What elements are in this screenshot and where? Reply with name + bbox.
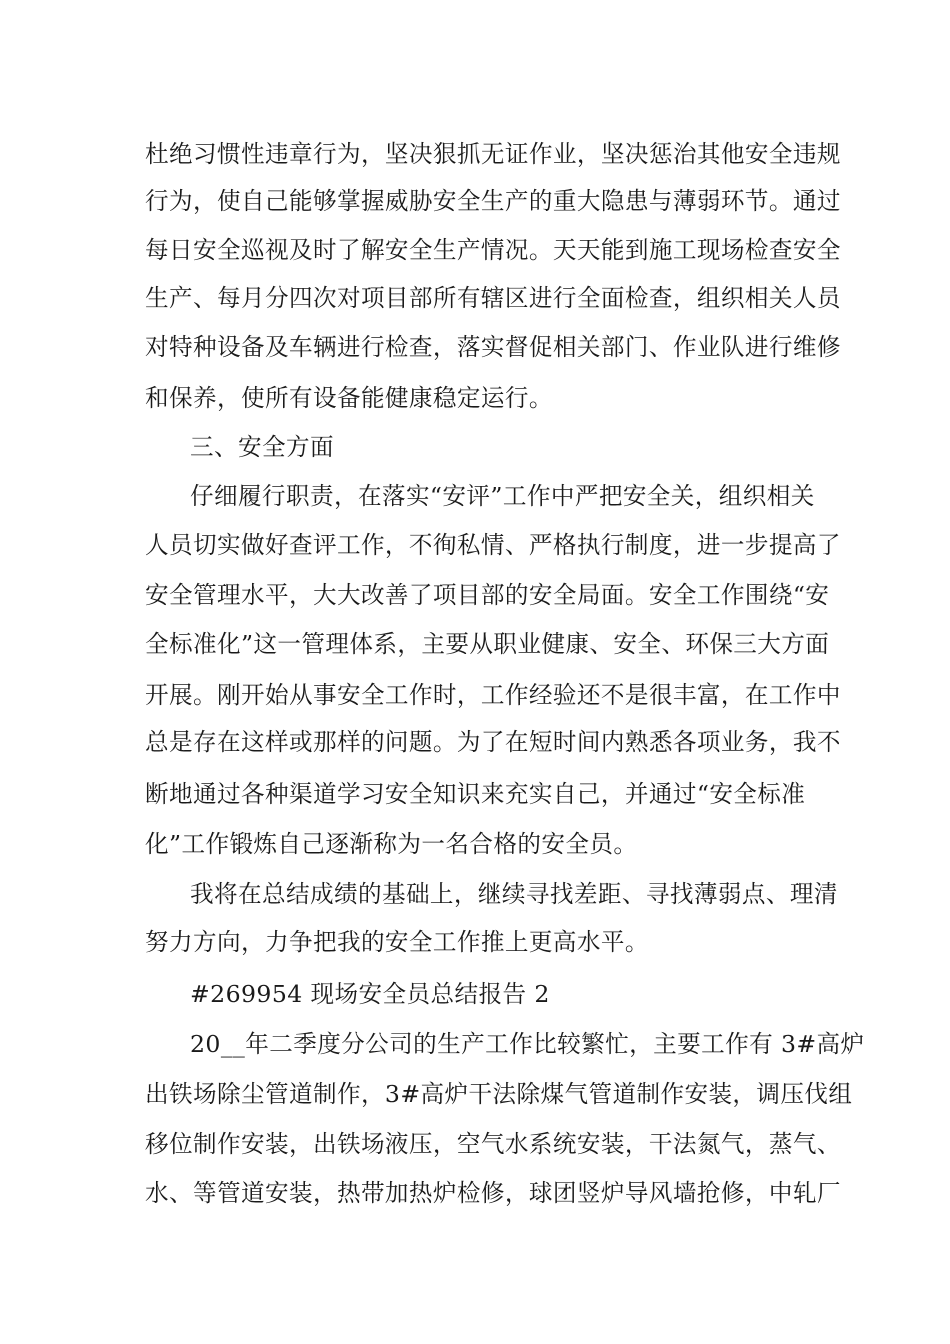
body-text-line: 安全管理水平，大大改善了项目部的安全局面。安全工作围绕“安 bbox=[145, 581, 830, 609]
body-text-line: 行为，使自己能够掌握威胁安全生产的重大隐患与薄弱环节。通过 bbox=[145, 187, 841, 215]
body-text-line: 努力方向，力争把我的安全工作推上更高水平。 bbox=[145, 928, 649, 956]
body-text-line: 我将在总结成绩的基础上，继续寻找差距、寻找薄弱点、理清 bbox=[190, 880, 838, 908]
body-text-line: 20__年二季度分公司的生产工作比较繁忙，主要工作有 3#高炉 bbox=[190, 1030, 865, 1058]
body-text-line: 总是存在这样或那样的问题。为了在短时间内熟悉各项业务，我不 bbox=[145, 728, 841, 756]
section-heading: 三、安全方面 bbox=[190, 433, 334, 461]
body-text-line: 开展。刚开始从事安全工作时，工作经验还不是很丰富，在工作中 bbox=[145, 681, 841, 709]
body-text-line: 生产、每月分四次对项目部所有辖区进行全面检查，组织相关人员 bbox=[145, 284, 841, 312]
report-title: #269954 现场安全员总结报告 2 bbox=[190, 980, 550, 1008]
body-text-line: 人员切实做好查评工作，不徇私情、严格执行制度，进一步提高了 bbox=[145, 531, 841, 559]
body-text-line: 断地通过各种渠道学习安全知识来充实自己，并通过“安全标准 bbox=[145, 780, 806, 808]
body-text-line: 每日安全巡视及时了解安全生产情况。天天能到施工现场检查安全 bbox=[145, 236, 841, 264]
body-text-line: 和保养，使所有设备能健康稳定运行。 bbox=[145, 384, 553, 412]
body-text-line: 全标准化”这一管理体系，主要从职业健康、安全、环保三大方面 bbox=[145, 630, 830, 658]
body-text-line: 对特种设备及车辆进行检查，落实督促相关部门、作业队进行维修 bbox=[145, 333, 841, 361]
body-text-line: 杜绝习惯性违章行为，坚决狠抓无证作业，坚决惩治其他安全违规 bbox=[145, 140, 841, 168]
body-text-line: 仔细履行职责，在落实“安评”工作中严把安全关，组织相关 bbox=[190, 482, 815, 510]
body-text-line: 水、等管道安装，热带加热炉检修，球团竖炉导风墙抢修，中轧厂 bbox=[145, 1179, 841, 1207]
body-text-line: 化”工作锻炼自己逐渐称为一名合格的安全员。 bbox=[145, 830, 638, 858]
body-text-line: 移位制作安装，出铁场液压，空气水系统安装，干法氮气，蒸气、 bbox=[145, 1130, 841, 1158]
body-text-line: 出铁场除尘管道制作，3#高炉干法除煤气管道制作安装，调压伐组 bbox=[145, 1080, 853, 1108]
